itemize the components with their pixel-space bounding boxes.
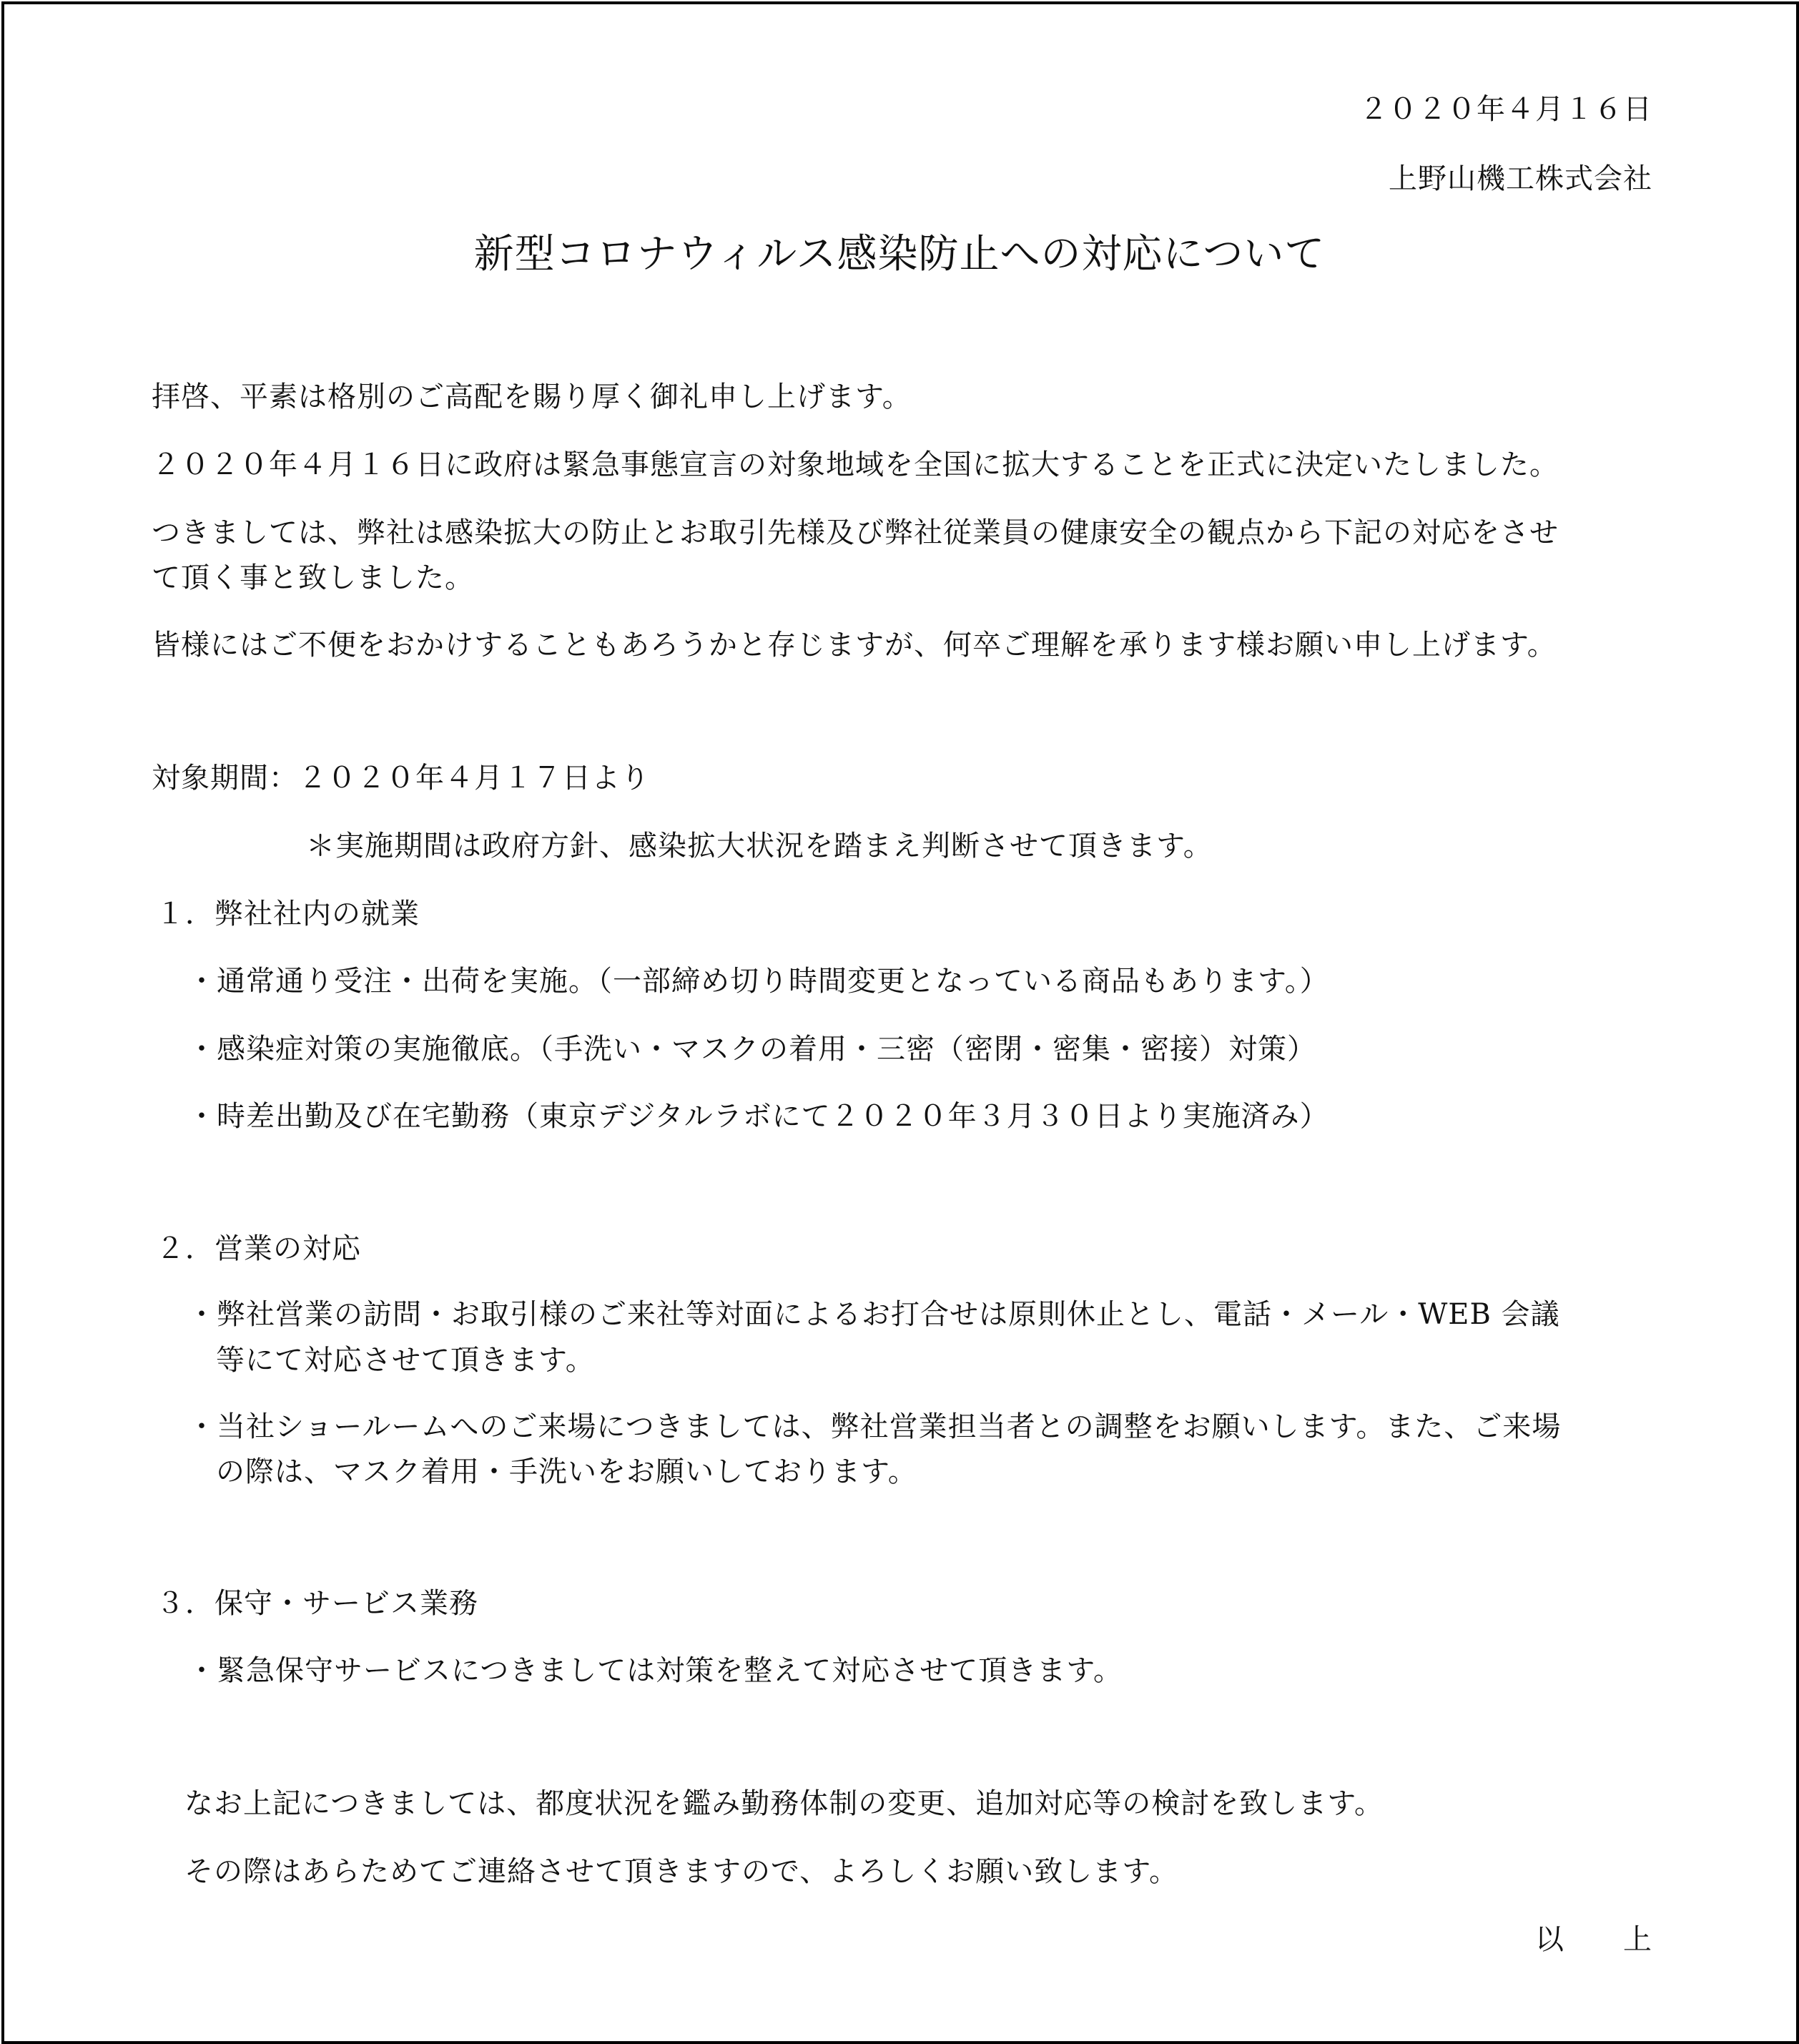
document-page xyxy=(1,1,1799,2044)
section-heading: １．弊社社内の就業 xyxy=(156,898,420,930)
company-name: 上野山機工株式会社 xyxy=(1389,162,1652,195)
period-note: ＊実施期間は政府方針、感染拡大状況を踏まえ判断させて頂きます。 xyxy=(306,830,1213,863)
intro-paragraph: つきましては、弊社は感染拡大の防止とお取引先様及び弊社従業員の健康安全の観点から下記の対応をさせ xyxy=(152,516,1559,549)
document-date: ２０２０年４月１６日 xyxy=(1359,93,1652,126)
greeting-text: 拝啓、平素は格別のご高配を賜り厚く御礼申し上げます。 xyxy=(152,380,912,413)
list-item: 等にて対応させて頂きます。 xyxy=(216,1344,595,1377)
section-heading: ２．営業の対応 xyxy=(156,1232,361,1265)
section-heading: ３．保守・サービス業務 xyxy=(156,1587,478,1620)
list-item: ・時差出勤及び在宅勤務（東京デジタルラボにて２０２０年３月３０日より実施済み） xyxy=(187,1100,1329,1133)
intro-paragraph: ２０２０年４月１６日に政府は緊急事態宣言の対象地域を全国に拡大することを正式に決定いたしました。 xyxy=(152,448,1559,481)
intro-paragraph: て頂く事と致しました。 xyxy=(152,561,474,594)
list-item: ・当社ショールームへのご来場につきましては、弊社営業担当者との調整をお願いします。また、ご来場 xyxy=(187,1410,1562,1443)
document-title: 新型コロナウィルス感染防止への対応について xyxy=(473,231,1326,277)
end-mark: 以 上 xyxy=(1535,1923,1652,1956)
list-item: ・弊社営業の訪問・お取引様のご来社等対面によるお打合せは原則休止とし、電話・メール・WEB 会議 xyxy=(187,1298,1560,1331)
list-item: ・通常通り受注・出荷を実施。（一部締め切り時間変更となっている商品もあります。） xyxy=(187,965,1329,998)
closing-text: その際はあらためてご連絡させて頂きますので、よろしくお願い致します。 xyxy=(184,1855,1178,1888)
target-period: 対象期間：２０２０年４月１７日より xyxy=(152,762,650,795)
intro-paragraph: 皆様にはご不便をおかけすることもあろうかと存じますが、何卒ご理解を承ります様お願い申し上げます。 xyxy=(152,629,1557,662)
list-item: の際は、マスク着用・手洗いをお願いしております。 xyxy=(216,1455,917,1488)
list-item: ・緊急保守サービスにつきましては対策を整えて対応させて頂きます。 xyxy=(187,1654,1123,1687)
closing-text: なお上記につきましては、都度状況を鑑み勤務体制の変更、追加対応等の検討を致します。 xyxy=(184,1787,1384,1820)
list-item: ・感染症対策の実施徹底。（手洗い・マスクの着用・三密（密閉・密集・密接）対策） xyxy=(187,1033,1316,1066)
